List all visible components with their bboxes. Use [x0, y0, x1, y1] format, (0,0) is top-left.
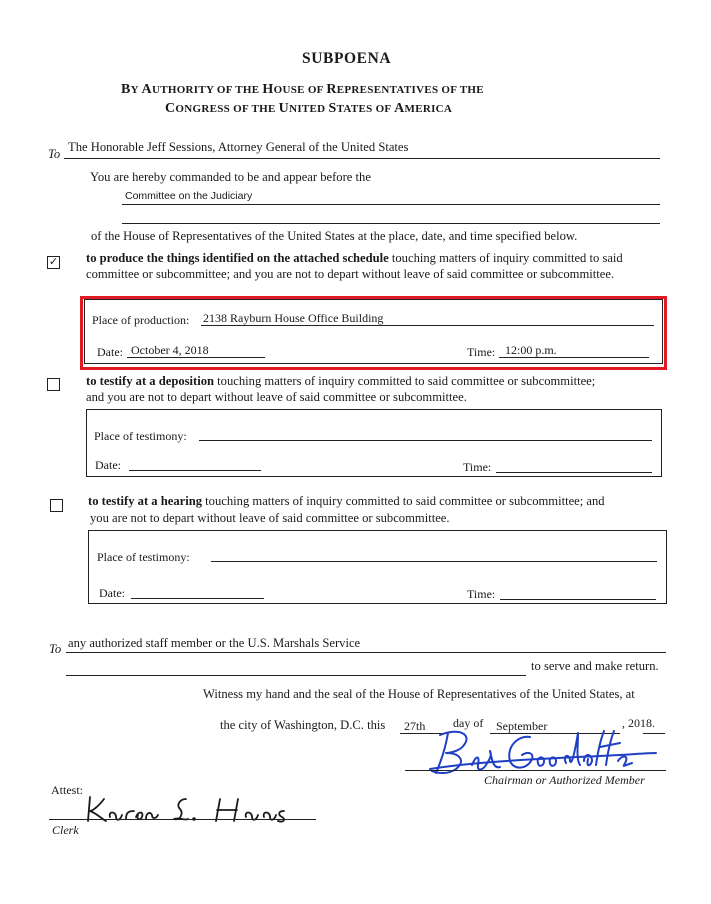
- hearing-date-underline: [131, 598, 264, 599]
- deposition-line-2: and you are not to depart without leave of said committee or subcommittee.: [86, 390, 467, 404]
- serve-text: to serve and make return.: [531, 659, 659, 673]
- command-suffix: of the House of Representatives of the United States at the place, date, and time specified below.: [91, 229, 578, 243]
- deposition-lead: to testify at a deposition touching matters of inquiry committed to said committee or subcommittee;: [86, 374, 596, 388]
- hearing-line-2: you are not to depart without leave of said committee or subcommittee.: [90, 511, 450, 525]
- committee-name: Committee on the Judiciary: [125, 190, 253, 202]
- deposition-date-label: Date:: [95, 458, 121, 472]
- heading-line-1: BY AUTHORITY OF THE HOUSE OF REPRESENTATIVES OF THE: [121, 82, 484, 97]
- check-mark-icon: ✓: [48, 256, 59, 268]
- highlight-box: [80, 296, 667, 370]
- witness-line-1: Witness my hand and the seal of the House of Representatives of the United States, at: [203, 687, 635, 701]
- witness-day-of: day of: [453, 716, 484, 730]
- attest-label: Attest:: [51, 783, 83, 797]
- recipient-name: The Honorable Jeff Sessions, Attorney General of the United States: [68, 140, 409, 154]
- clerk-signature-line: [49, 819, 316, 820]
- hearing-checkbox[interactable]: [50, 499, 63, 512]
- production-date-label: Date:: [97, 345, 123, 359]
- deposition-date-underline: [129, 470, 261, 471]
- hearing-place-underline: [211, 561, 657, 562]
- document-title: SUBPOENA: [302, 50, 392, 67]
- service-underline-1: [66, 652, 666, 653]
- witness-month: September: [496, 719, 548, 733]
- heading-line-2: CONGRESS OF THE UNITED STATES OF AMERICA: [165, 101, 453, 116]
- hearing-time-underline: [500, 599, 656, 600]
- committee-underline-2: [122, 223, 660, 224]
- witness-line-2-prefix: the city of Washington, D.C. this: [220, 718, 386, 732]
- chairman-signature: [420, 725, 660, 780]
- deposition-place-underline: [199, 440, 652, 441]
- command-intro: You are hereby commanded to be and appear before the: [90, 170, 371, 184]
- deposition-time-underline: [496, 472, 652, 473]
- production-place-label: Place of production:: [92, 313, 190, 327]
- hearing-place-label: Place of testimony:: [97, 550, 190, 564]
- production-line-2: committee or subcommittee; and you are not to depart without leave of said committee or subcommittee.: [86, 267, 615, 281]
- service-recipient: any authorized staff member or the U.S. Marshals Service: [68, 636, 361, 650]
- production-time-value[interactable]: 12:00 p.m.: [505, 343, 557, 357]
- witness-year: , 2018.: [622, 716, 655, 730]
- production-time-label: Time:: [467, 345, 496, 359]
- service-underline-2: [66, 675, 526, 676]
- chairman-signature-line: [405, 770, 666, 771]
- hearing-box: [88, 530, 667, 604]
- production-place-value[interactable]: 2138 Rayburn House Office Building: [203, 311, 384, 325]
- witness-day: 27th: [404, 719, 426, 733]
- committee-underline-1: [122, 204, 660, 205]
- production-date-value[interactable]: October 4, 2018: [131, 343, 209, 357]
- production-checkbox[interactable]: [47, 256, 60, 269]
- deposition-time-label: Time:: [463, 460, 492, 474]
- chairman-title: Chairman or Authorized Member: [484, 773, 645, 787]
- deposition-checkbox[interactable]: [47, 378, 60, 391]
- hearing-time-label: Time:: [467, 587, 496, 601]
- to-label: To: [48, 147, 61, 161]
- hearing-date-label: Date:: [99, 586, 125, 600]
- clerk-signature: [80, 793, 300, 825]
- production-lead: to produce the things identified on the attached schedule touching matters of inquiry committed to said: [86, 251, 623, 265]
- clerk-label: Clerk: [52, 823, 79, 837]
- hearing-lead: to testify at a hearing touching matters of inquiry committed to said committee or subcommittee; and: [88, 494, 605, 508]
- recipient-underline: [64, 158, 660, 159]
- service-to-label: To: [49, 642, 62, 656]
- deposition-place-label: Place of testimony:: [94, 429, 187, 443]
